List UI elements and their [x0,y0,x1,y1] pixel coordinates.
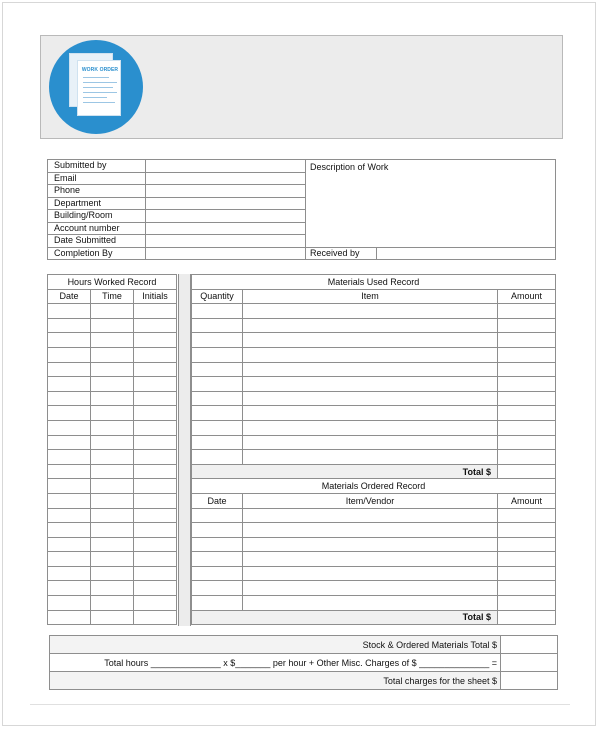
hours-cell[interactable] [134,596,177,611]
hours-cell[interactable] [134,450,177,465]
materials-ordered-cell[interactable] [243,537,498,552]
table-row [48,523,177,538]
hours-cell[interactable] [91,435,134,450]
label-account-number: Account number [48,222,146,235]
materials-used-cell[interactable] [192,333,243,348]
table-row [192,318,556,333]
hours-cell[interactable] [91,464,134,479]
table-row [48,537,177,552]
materials-used-cell[interactable] [192,435,243,450]
materials-used-total-field[interactable] [498,464,556,479]
table-row [48,581,177,596]
materials-used-cell[interactable] [192,450,243,465]
col-date: Date [192,493,243,508]
hours-cell[interactable] [134,362,177,377]
hours-cell[interactable] [91,537,134,552]
materials-used-cell[interactable] [243,420,498,435]
materials-used-cell[interactable] [498,377,556,392]
materials-used-cell[interactable] [498,450,556,465]
hours-cell[interactable] [91,450,134,465]
hours-cell[interactable] [91,581,134,596]
table-row [192,508,556,523]
label-phone: Phone [48,185,146,198]
hours-cell[interactable] [91,566,134,581]
field-building-room[interactable] [146,210,306,223]
hours-cell[interactable] [48,523,91,538]
table-row [192,435,556,450]
hours-cell[interactable] [48,347,91,362]
materials-used-cell[interactable] [243,377,498,392]
table-row [48,610,177,625]
materials-ordered-cell[interactable] [243,566,498,581]
hours-cell[interactable] [91,479,134,494]
table-row [192,552,556,567]
materials-used-cell[interactable] [243,406,498,421]
table-row [192,537,556,552]
hours-cell[interactable] [134,333,177,348]
materials-ordered-total [192,610,556,625]
materials-ordered-total-label: Total $ [192,610,498,625]
hours-cell[interactable] [134,610,177,625]
materials-used-cell[interactable] [243,318,498,333]
hours-cell[interactable] [134,304,177,319]
table-row [192,333,556,348]
table-row [48,552,177,567]
table-row [192,304,556,319]
materials-ordered-title: Materials Ordered Record [192,479,556,494]
materials-ordered-cell[interactable] [192,566,243,581]
materials-used-cell[interactable] [498,347,556,362]
document-icon [77,60,121,116]
table-row [48,596,177,611]
hours-cell[interactable] [134,406,177,421]
hours-cell[interactable] [134,420,177,435]
stock-ordered-total-label: Stock & Ordered Materials Total $ [50,636,501,654]
table-row [48,362,177,377]
materials-ordered-cell[interactable] [192,508,243,523]
label-date-submitted: Date Submitted [48,235,146,248]
table-row [192,420,556,435]
label-completion-by: Completion By [48,247,146,260]
hours-cell[interactable] [91,377,134,392]
hours-cell[interactable] [134,318,177,333]
materials-ordered-cell[interactable] [243,581,498,596]
work-order-logo [49,40,143,134]
field-completion-by[interactable] [146,247,306,260]
hours-cell[interactable] [91,347,134,362]
hours-cell[interactable] [91,406,134,421]
col-amount: Amount [498,493,556,508]
hours-worked-table [47,274,177,625]
hours-cell[interactable] [48,362,91,377]
col-quantity: Quantity [192,289,243,304]
hours-cell[interactable] [48,552,91,567]
table-row [192,377,556,392]
hours-cell[interactable] [48,566,91,581]
hours-cell[interactable] [91,333,134,348]
table-row [48,450,177,465]
field-department[interactable] [146,197,306,210]
hours-cell[interactable] [134,566,177,581]
hours-cell[interactable] [134,435,177,450]
materials-ordered-cell[interactable] [243,552,498,567]
table-row [48,377,177,392]
hours-cell[interactable] [134,493,177,508]
hours-cell[interactable] [134,523,177,538]
materials-used-total-label: Total $ [192,464,498,479]
hours-cell[interactable] [48,304,91,319]
field-account-number[interactable] [146,222,306,235]
total-hours-label: Total hours ______________ x $_______ per hour + Other Misc. Charges of $ ______________ = [50,654,501,672]
hours-cell[interactable] [91,508,134,523]
table-row [192,362,556,377]
hours-cell[interactable] [134,581,177,596]
materials-ordered-cell[interactable] [192,537,243,552]
materials-used-cell[interactable] [192,420,243,435]
hours-cell[interactable] [48,610,91,625]
materials-ordered-cell[interactable] [243,596,498,611]
materials-used-cell[interactable] [243,391,498,406]
hours-cell[interactable] [48,581,91,596]
col-item: Item [243,289,498,304]
materials-ordered-cell[interactable] [243,523,498,538]
materials-ordered-cell[interactable] [498,508,556,523]
field-phone[interactable] [146,185,306,198]
table-row [48,333,177,348]
materials-used-cell[interactable] [243,435,498,450]
field-email[interactable] [146,172,306,185]
hours-cell[interactable] [48,377,91,392]
total-hours-field[interactable] [501,654,558,672]
hours-cell[interactable] [91,523,134,538]
hours-cell[interactable] [91,596,134,611]
materials-used-cell[interactable] [192,318,243,333]
hours-cell[interactable] [48,493,91,508]
hours-cell[interactable] [134,479,177,494]
table-row [48,406,177,421]
field-submitted-by[interactable] [146,160,306,173]
hours-cell[interactable] [134,377,177,392]
materials-ordered-cell[interactable] [243,508,498,523]
materials-used-total [192,464,556,479]
table-row [48,479,177,494]
materials-ordered-cell[interactable] [192,523,243,538]
materials-used-cell[interactable] [498,406,556,421]
description-of-work-field[interactable]: Description of Work [306,160,556,248]
materials-used-title: Materials Used Record [192,275,556,290]
total-sheet-field[interactable] [501,672,558,690]
materials-table [191,274,556,625]
materials-ordered-cell[interactable] [498,566,556,581]
materials-used-cell[interactable] [192,391,243,406]
summary-table [49,635,558,690]
total-sheet-label: Total charges for the sheet $ [50,672,501,690]
col-date: Date [48,289,91,304]
logo-doc-title: WORK ORDER [81,67,119,73]
hours-cell[interactable] [48,537,91,552]
materials-used-cell[interactable] [243,362,498,377]
col-item-vendor: Item/Vendor [243,493,498,508]
materials-ordered-header [192,479,556,494]
hours-cell[interactable] [134,537,177,552]
hours-cell[interactable] [91,304,134,319]
table-row [192,347,556,362]
hours-cell[interactable] [134,464,177,479]
table-row [48,508,177,523]
hours-cell[interactable] [48,479,91,494]
table-row [192,391,556,406]
table-row [48,493,177,508]
table-row [48,318,177,333]
table-row [48,464,177,479]
label-email: Email [48,172,146,185]
hours-cell[interactable] [48,420,91,435]
hours-cell[interactable] [48,333,91,348]
label-department: Department [48,197,146,210]
hours-cell[interactable] [134,391,177,406]
materials-used-cell[interactable] [498,362,556,377]
footer-divider [30,704,570,705]
materials-used-cell[interactable] [243,304,498,319]
hours-cell[interactable] [91,610,134,625]
field-date-submitted[interactable] [146,235,306,248]
col-initials: Initials [134,289,177,304]
materials-used-cell[interactable] [243,347,498,362]
table-row [192,450,556,465]
hours-cell[interactable] [48,450,91,465]
hours-cell[interactable] [48,435,91,450]
hours-cell[interactable] [91,391,134,406]
hours-cell[interactable] [48,391,91,406]
hours-cell[interactable] [48,318,91,333]
hours-cell[interactable] [48,406,91,421]
table-row [192,581,556,596]
materials-used-cell[interactable] [498,304,556,319]
materials-used-cell[interactable] [192,377,243,392]
materials-used-cell[interactable] [243,450,498,465]
materials-used-cell[interactable] [243,333,498,348]
materials-used-cell[interactable] [498,318,556,333]
materials-ordered-total-field[interactable] [498,610,556,625]
hours-cell[interactable] [134,508,177,523]
hours-cell[interactable] [48,464,91,479]
table-row [192,596,556,611]
materials-ordered-cell[interactable] [192,581,243,596]
materials-used-cell[interactable] [498,435,556,450]
table-row [48,347,177,362]
materials-ordered-cell[interactable] [498,537,556,552]
field-received-by[interactable] [377,247,556,260]
hours-cell[interactable] [48,596,91,611]
table-row [48,391,177,406]
materials-ordered-cell[interactable] [498,596,556,611]
hours-cell[interactable] [91,552,134,567]
table-row [192,566,556,581]
label-building-room: Building/Room [48,210,146,223]
materials-used-cell[interactable] [498,391,556,406]
header-banner [40,35,563,139]
materials-used-cell[interactable] [192,304,243,319]
materials-ordered-columns [192,493,556,508]
materials-used-cell[interactable] [498,420,556,435]
hours-cell[interactable] [91,362,134,377]
label-received-by: Received by [306,247,377,260]
hours-cell[interactable] [134,552,177,567]
hours-cell[interactable] [91,318,134,333]
materials-ordered-cell[interactable] [498,523,556,538]
materials-ordered-cell[interactable] [192,552,243,567]
materials-ordered-cell[interactable] [498,581,556,596]
hours-cell[interactable] [48,508,91,523]
hours-cell[interactable] [91,493,134,508]
table-row [192,406,556,421]
table-row [48,420,177,435]
hours-cell[interactable] [91,420,134,435]
label-submitted-by: Submitted by [48,160,146,173]
materials-used-cell[interactable] [192,406,243,421]
col-time: Time [91,289,134,304]
hours-worked-title: Hours Worked Record [48,275,177,290]
table-row [48,566,177,581]
table-row [192,523,556,538]
materials-used-cell[interactable] [498,333,556,348]
table-row [48,435,177,450]
table-row [48,304,177,319]
materials-used-cell[interactable] [192,362,243,377]
materials-ordered-cell[interactable] [192,596,243,611]
hours-cell[interactable] [134,347,177,362]
materials-used-cell[interactable] [192,347,243,362]
column-divider [178,274,191,626]
materials-ordered-cell[interactable] [498,552,556,567]
request-info-table [47,159,556,260]
stock-ordered-total-field[interactable] [501,636,558,654]
col-amount: Amount [498,289,556,304]
